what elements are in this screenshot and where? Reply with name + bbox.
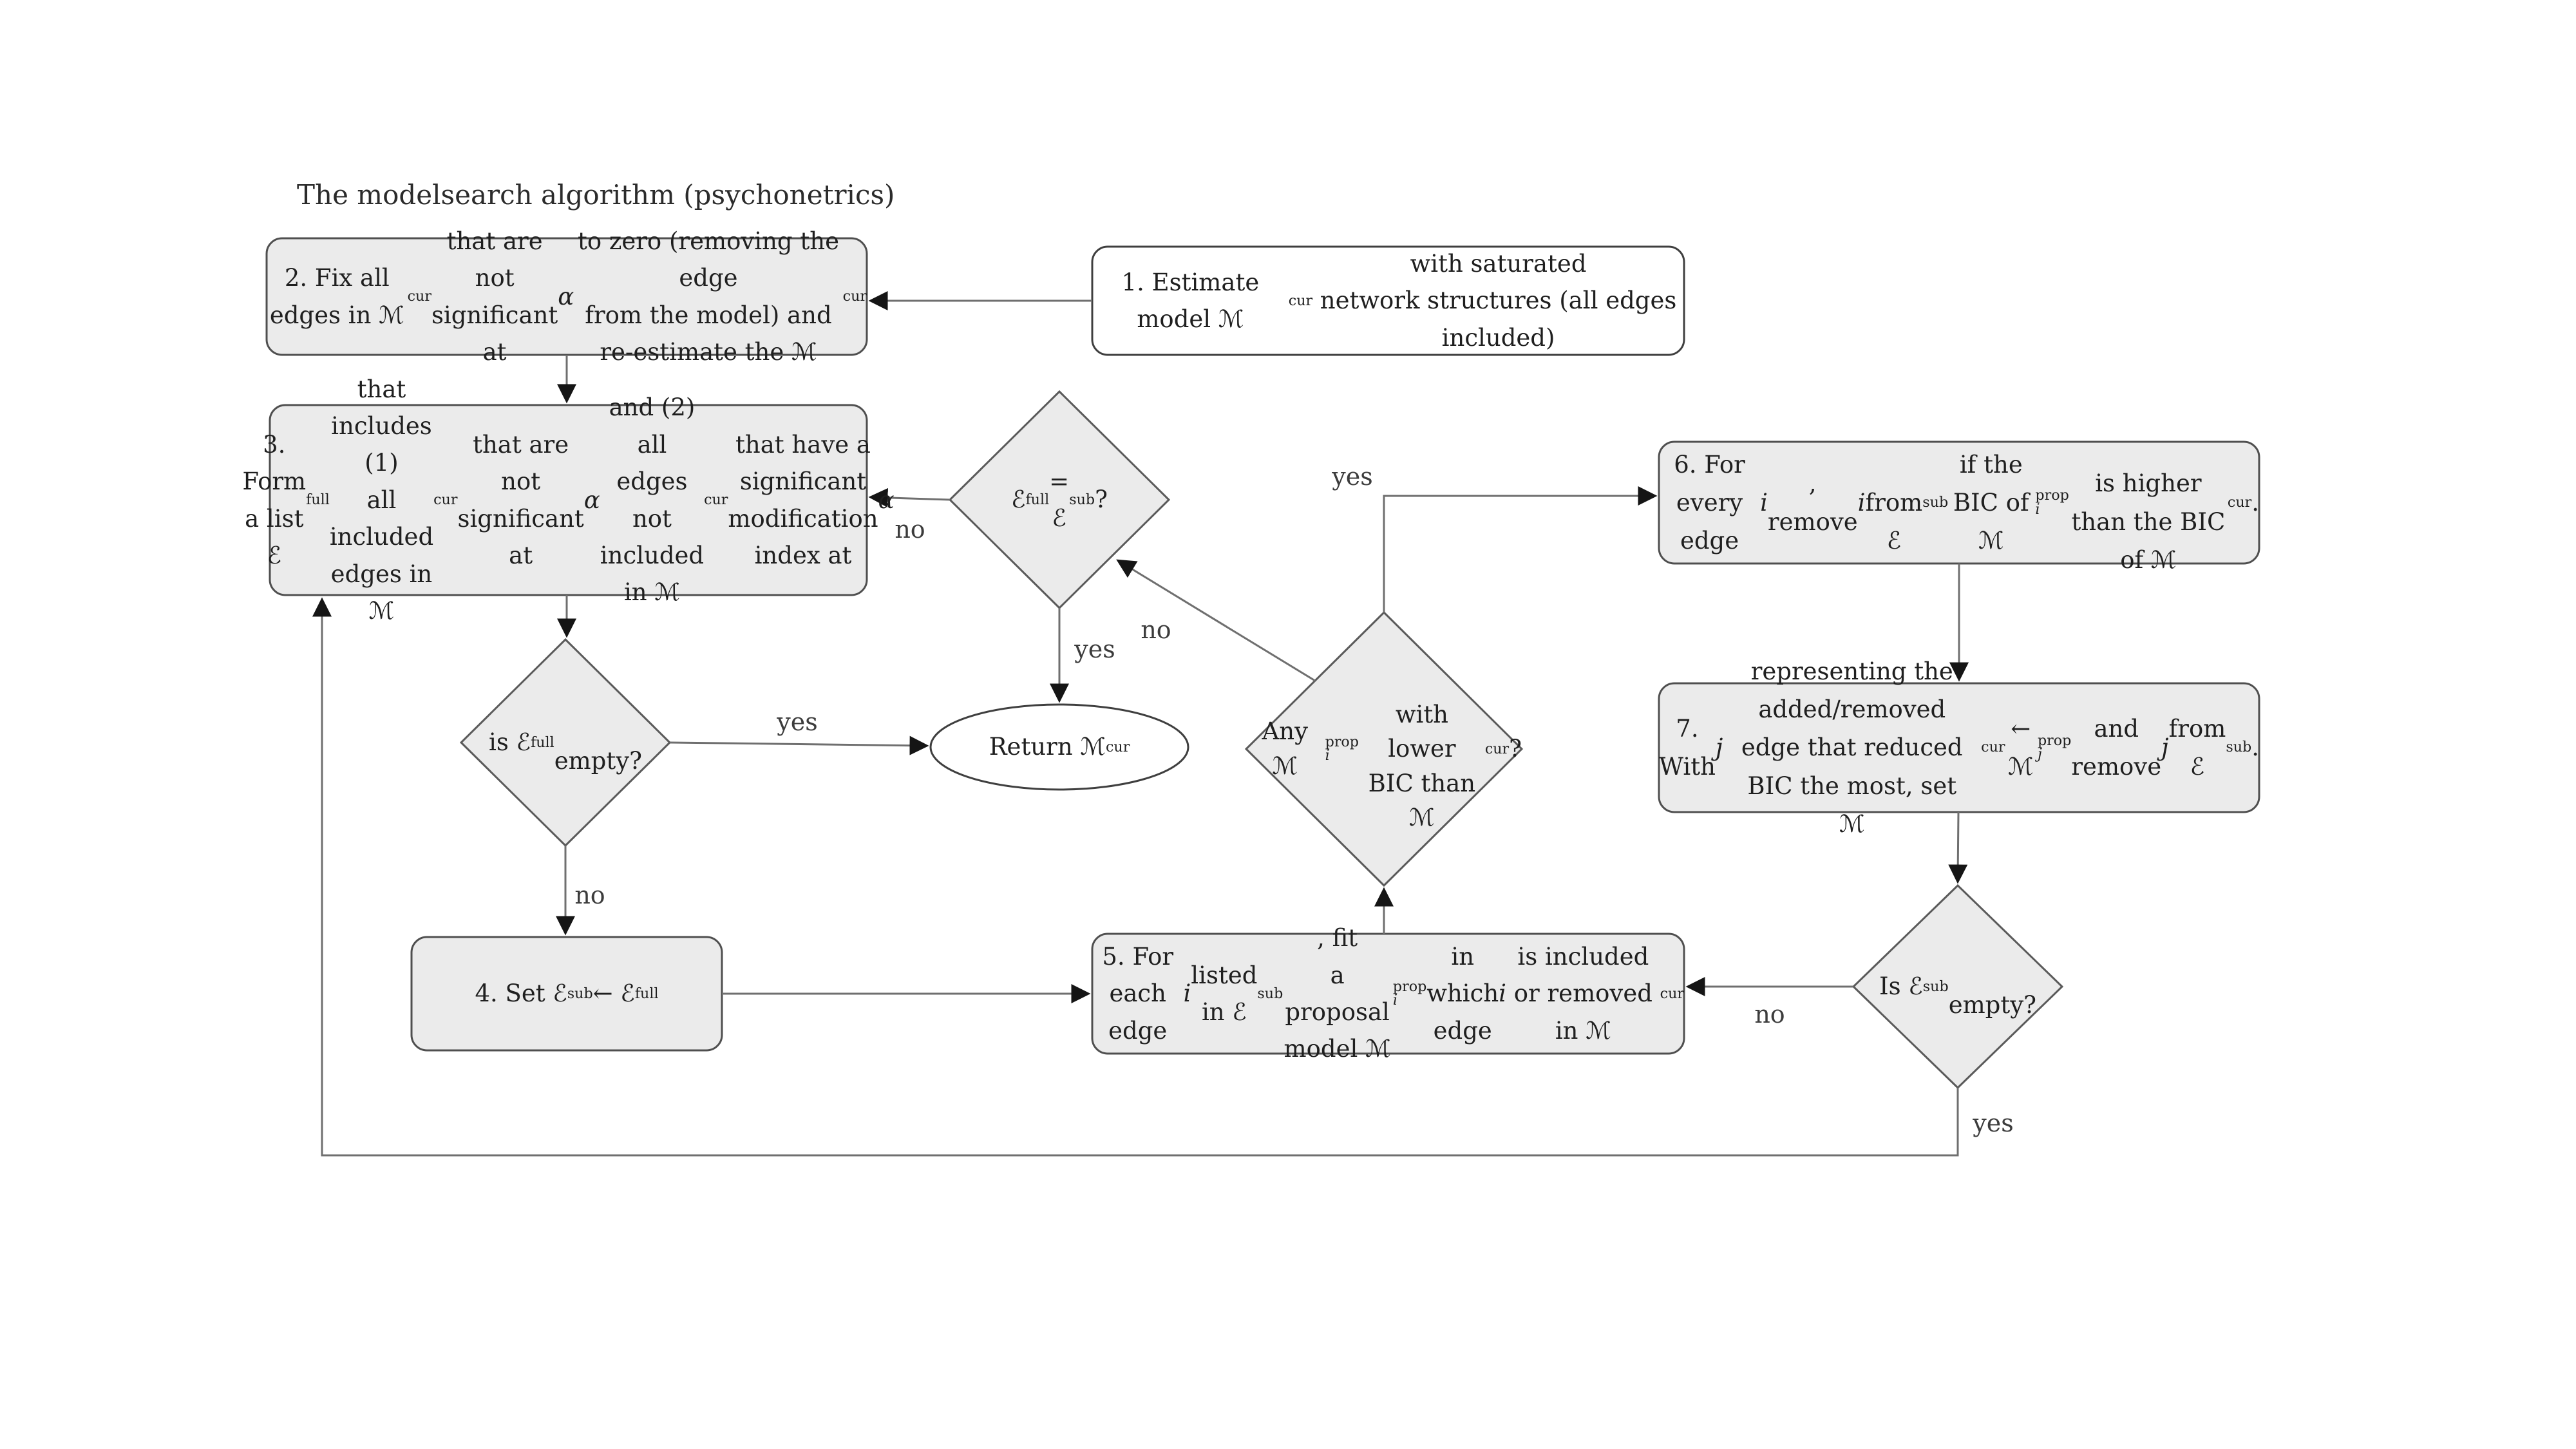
node-step1: 1. Estimate model ℳ cur with saturated network structures (all edges included) bbox=[1121, 249, 1677, 352]
edge-label-isefull-no: no bbox=[574, 881, 605, 909]
node-step6: 6. For every edge i , remove i from ℰ sub if the BIC of ℳ prop i is higher than the BIC of ℳ cur . bbox=[1674, 450, 2260, 574]
node-step5: 5. For each edge i listed in ℰ sub , fit a proposal model ℳ prop i in which edge i is included or removed in ℳ cur bbox=[1102, 924, 1684, 1063]
edge-label-any-yes: yes bbox=[1332, 462, 1373, 491]
edge-label-efullesub-yes: yes bbox=[1074, 635, 1115, 663]
node-step4: 4. Set ℰ sub ← ℰ full bbox=[475, 980, 659, 1008]
node-step7: 7. With j representing the added/removed edge that reduced BIC the most, set ℳ cur ← ℳ prop j and remove j from ℰ sub . bbox=[1659, 658, 2259, 838]
edge-label-isefull-yes: yes bbox=[777, 708, 818, 736]
connector-isefull-return-yes bbox=[670, 743, 926, 746]
decision-efull-equals-esub: ℰ full = ℰ sub ? bbox=[1011, 467, 1108, 532]
return-node: Return ℳ cur bbox=[989, 733, 1130, 761]
decision-any-prop-lower-bic: Any ℳ prop i with lower BIC than ℳ cur ? bbox=[1262, 700, 1522, 832]
node-step3: 3. Form a list ℰ full that includes (1) all included edges in ℳ cur that are not significant at α and (2) all edges not included in ℳ cur that have a significant modification index at α bbox=[242, 375, 895, 625]
decision-is-efull-empty: is ℰ full empty? bbox=[489, 728, 642, 775]
edge-label-any-no: no bbox=[1141, 616, 1171, 644]
edge-label-efullesub-no: no bbox=[895, 515, 925, 544]
node-step2: 2. Fix all edges in ℳ cur that are not significant at α to zero (removing the edge from the model) and re-estimate the ℳ cur bbox=[269, 227, 867, 366]
edge-label-isesub-no: no bbox=[1754, 1000, 1785, 1028]
diagram-title: The modelsearch algorithm (psychonetrics) bbox=[297, 179, 895, 211]
connector-any-step6-yes bbox=[1384, 496, 1654, 612]
edge-label-isesub-yes: yes bbox=[1973, 1109, 2014, 1137]
decision-is-esub-empty: Is ℰ sub empty? bbox=[1879, 972, 2036, 1019]
